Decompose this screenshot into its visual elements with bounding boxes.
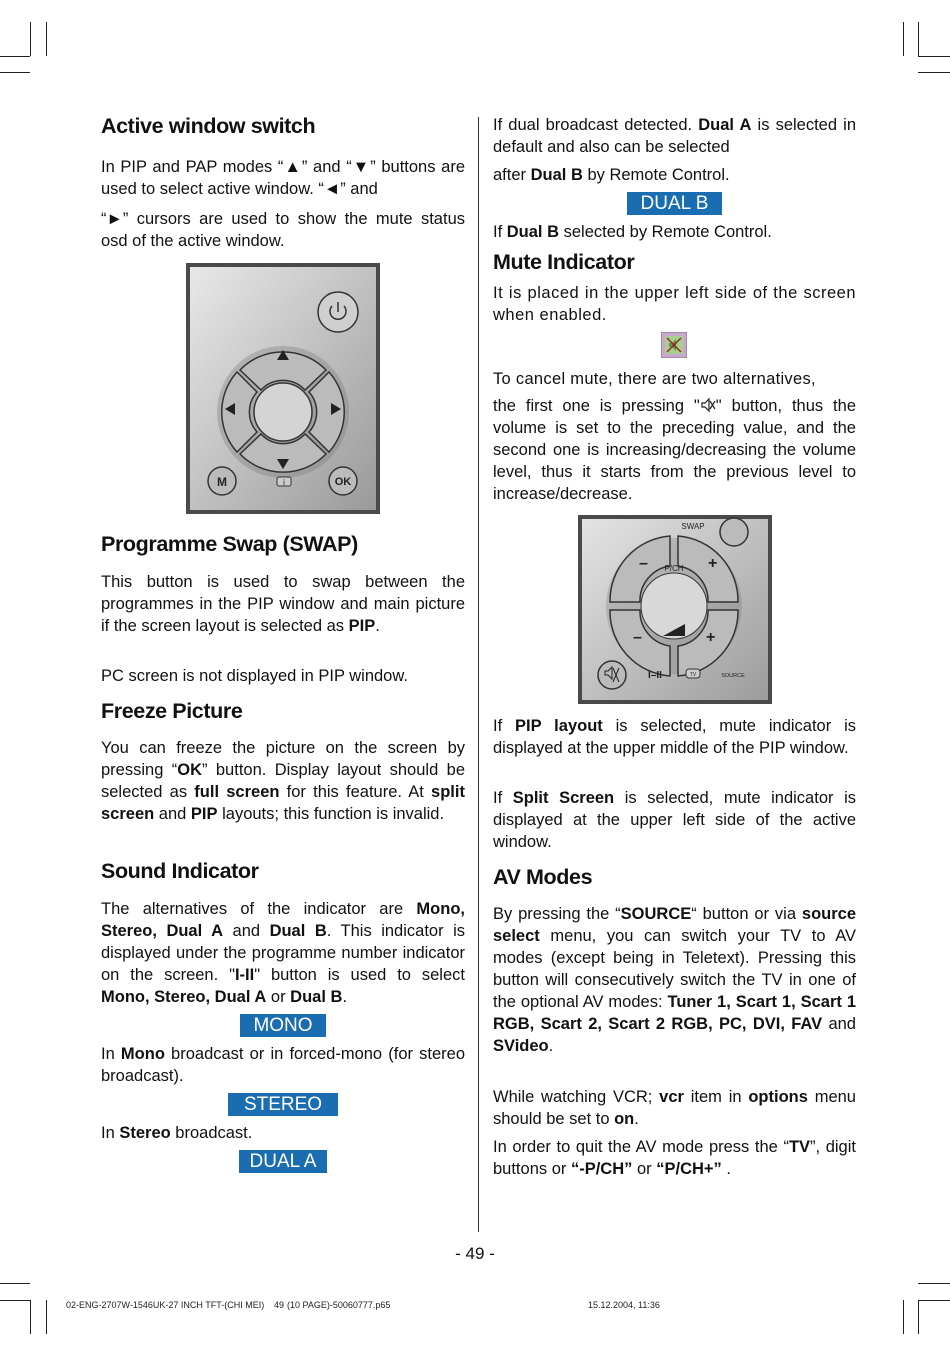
crop-mark xyxy=(0,56,30,57)
footer-date: 15.12.2004, 11:36 xyxy=(588,1300,660,1310)
mute-text: It is placed in the upper left side of the screen when enabled. xyxy=(493,284,856,324)
active-window-heading: Active window switch xyxy=(101,114,316,138)
footer-suffix: (10 PAGE)-50060777.p65 xyxy=(287,1300,391,1310)
freeze-heading: Freeze Picture xyxy=(101,699,243,723)
dual-b-indicator-badge: DUAL B xyxy=(627,192,722,215)
mute-indicator-icon xyxy=(661,332,687,358)
stereo-indicator-badge: STEREO xyxy=(228,1093,338,1116)
sound-heading: Sound Indicator xyxy=(101,859,259,883)
i-ii-button[interactable]: I–II xyxy=(648,670,662,681)
crop-mark xyxy=(46,22,47,56)
av-modes-text: By pressing the “SOURCE“ button or via source select menu, you can switch your TV to AV modes (except being in Teletext). Pressing this button will consecutively switch the TV in one of the optional AV modes: Tuner 1, Scart 1, Scart 1 RGB, Scart 2, Scart 2 RGB, PC, DVI, FAV and SVideo. xyxy=(493,905,856,1055)
active-window-text: In PIP and PAP modes “▲” and “▼” buttons are used to select active window. “◄” and xyxy=(101,158,465,198)
dual-b-remote-text: after Dual B by Remote Control. xyxy=(493,166,730,184)
crop-mark xyxy=(918,56,950,57)
swap-pc-note: PC screen is not displayed in PIP window. xyxy=(101,667,408,685)
swap-text: This button is used to swap between the programmes in the PIP window and main picture if the screen layout is selected as PIP. xyxy=(101,573,465,635)
stereo-text: In Stereo broadcast. xyxy=(101,1124,253,1142)
ok-center-area xyxy=(254,383,312,441)
swap-button[interactable] xyxy=(720,518,748,546)
mute-heading: Mute Indicator xyxy=(493,250,635,274)
crop-mark xyxy=(918,1300,950,1301)
vcr-text: While watching VCR; vcr item in options menu should be set to on. xyxy=(493,1088,856,1128)
split-screen-text: If Split Screen is selected, mute indicator is displayed at the upper left side of the active window. xyxy=(493,789,856,851)
cancel-mute-text-2: the first one is pressing " " button, thus the volume is set to the preceding value, and the second one is increasing/decreasing the volume level, thus it starts from the previous level to increase/decrease. xyxy=(493,397,856,503)
crop-mark xyxy=(918,22,919,56)
ok-button[interactable] xyxy=(329,467,357,495)
ok-label: OK xyxy=(334,476,352,488)
crop-mark xyxy=(903,22,904,56)
power-icon[interactable] xyxy=(318,292,358,332)
crop-mark xyxy=(903,1300,904,1334)
minus-label: – xyxy=(639,555,648,572)
mute-icon xyxy=(700,397,716,413)
freeze-text: You can freeze the picture on the screen by pressing “OK” button. Display layout should be selected as full screen for this feature. At split screen and PIP layouts; this function is invalid. xyxy=(101,739,465,823)
dual-text: If dual broadcast detected. Dual A is selected in default and also can be selected xyxy=(493,116,856,156)
mute-button[interactable] xyxy=(598,661,626,689)
remote-nav-svg xyxy=(185,262,381,515)
m-button[interactable] xyxy=(208,467,236,495)
info-icon: i xyxy=(283,478,285,487)
pip-layout-text: If PIP layout is selected, mute indicator is displayed at the upper middle of the PIP window. xyxy=(493,717,856,757)
minus-label-vol: – xyxy=(633,629,642,646)
remote-control-navigation-image xyxy=(185,262,381,515)
mono-indicator-badge: MONO xyxy=(240,1014,326,1037)
column-divider xyxy=(478,117,479,1232)
page-number: - 49 - xyxy=(455,1244,495,1263)
crop-mark xyxy=(918,72,950,73)
pch-label: P/CH xyxy=(664,564,684,573)
info-button[interactable] xyxy=(277,477,291,487)
crop-mark xyxy=(918,1283,950,1284)
source-button[interactable]: SOURCE xyxy=(721,673,745,679)
crop-mark xyxy=(46,1300,47,1334)
dual-a-indicator-badge: DUAL A xyxy=(239,1150,327,1173)
active-window-text-2: “►” cursors are used to show the mute status osd of the active window. xyxy=(101,210,465,250)
crop-mark xyxy=(30,1300,31,1334)
plus-label: + xyxy=(708,555,718,572)
crop-mark xyxy=(0,1283,30,1284)
dual-b-selected-text: If Dual B selected by Remote Control. xyxy=(493,223,772,241)
swap-label: SWAP xyxy=(681,522,705,531)
sound-text: The alternatives of the indicator are Mono, Stereo, Dual A and Dual B. This indicator is displayed under the programme number indicator on the screen. "I-II" button is used to select Mono, Stereo, Dual A or Dual B. xyxy=(101,900,466,1006)
remote-control-volume-image xyxy=(577,514,773,705)
swap-heading: Programme Swap (SWAP) xyxy=(101,532,358,556)
crop-mark xyxy=(0,1300,30,1301)
m-label: M xyxy=(217,475,227,489)
crop-mark xyxy=(918,1300,919,1334)
quit-av-text: In order to quit the AV mode press the “TV”, digit buttons or “-P/CH” or “P/CH+” . xyxy=(493,1138,856,1178)
cancel-mute-text: To cancel mute, there are two alternatives, xyxy=(493,370,816,388)
av-modes-heading: AV Modes xyxy=(493,865,593,889)
footer-page: 49 xyxy=(274,1300,285,1310)
crop-mark xyxy=(30,22,31,56)
tv-label: TV xyxy=(689,672,697,678)
plus-label-vol: + xyxy=(706,629,716,646)
mono-text: In Mono broadcast or in forced-mono (for stereo broadcast). xyxy=(101,1045,465,1085)
crop-mark xyxy=(0,72,30,73)
footer-filename: 02-ENG-2707W-1546UK-27 INCH TFT-(CHI MEI) xyxy=(66,1300,265,1310)
